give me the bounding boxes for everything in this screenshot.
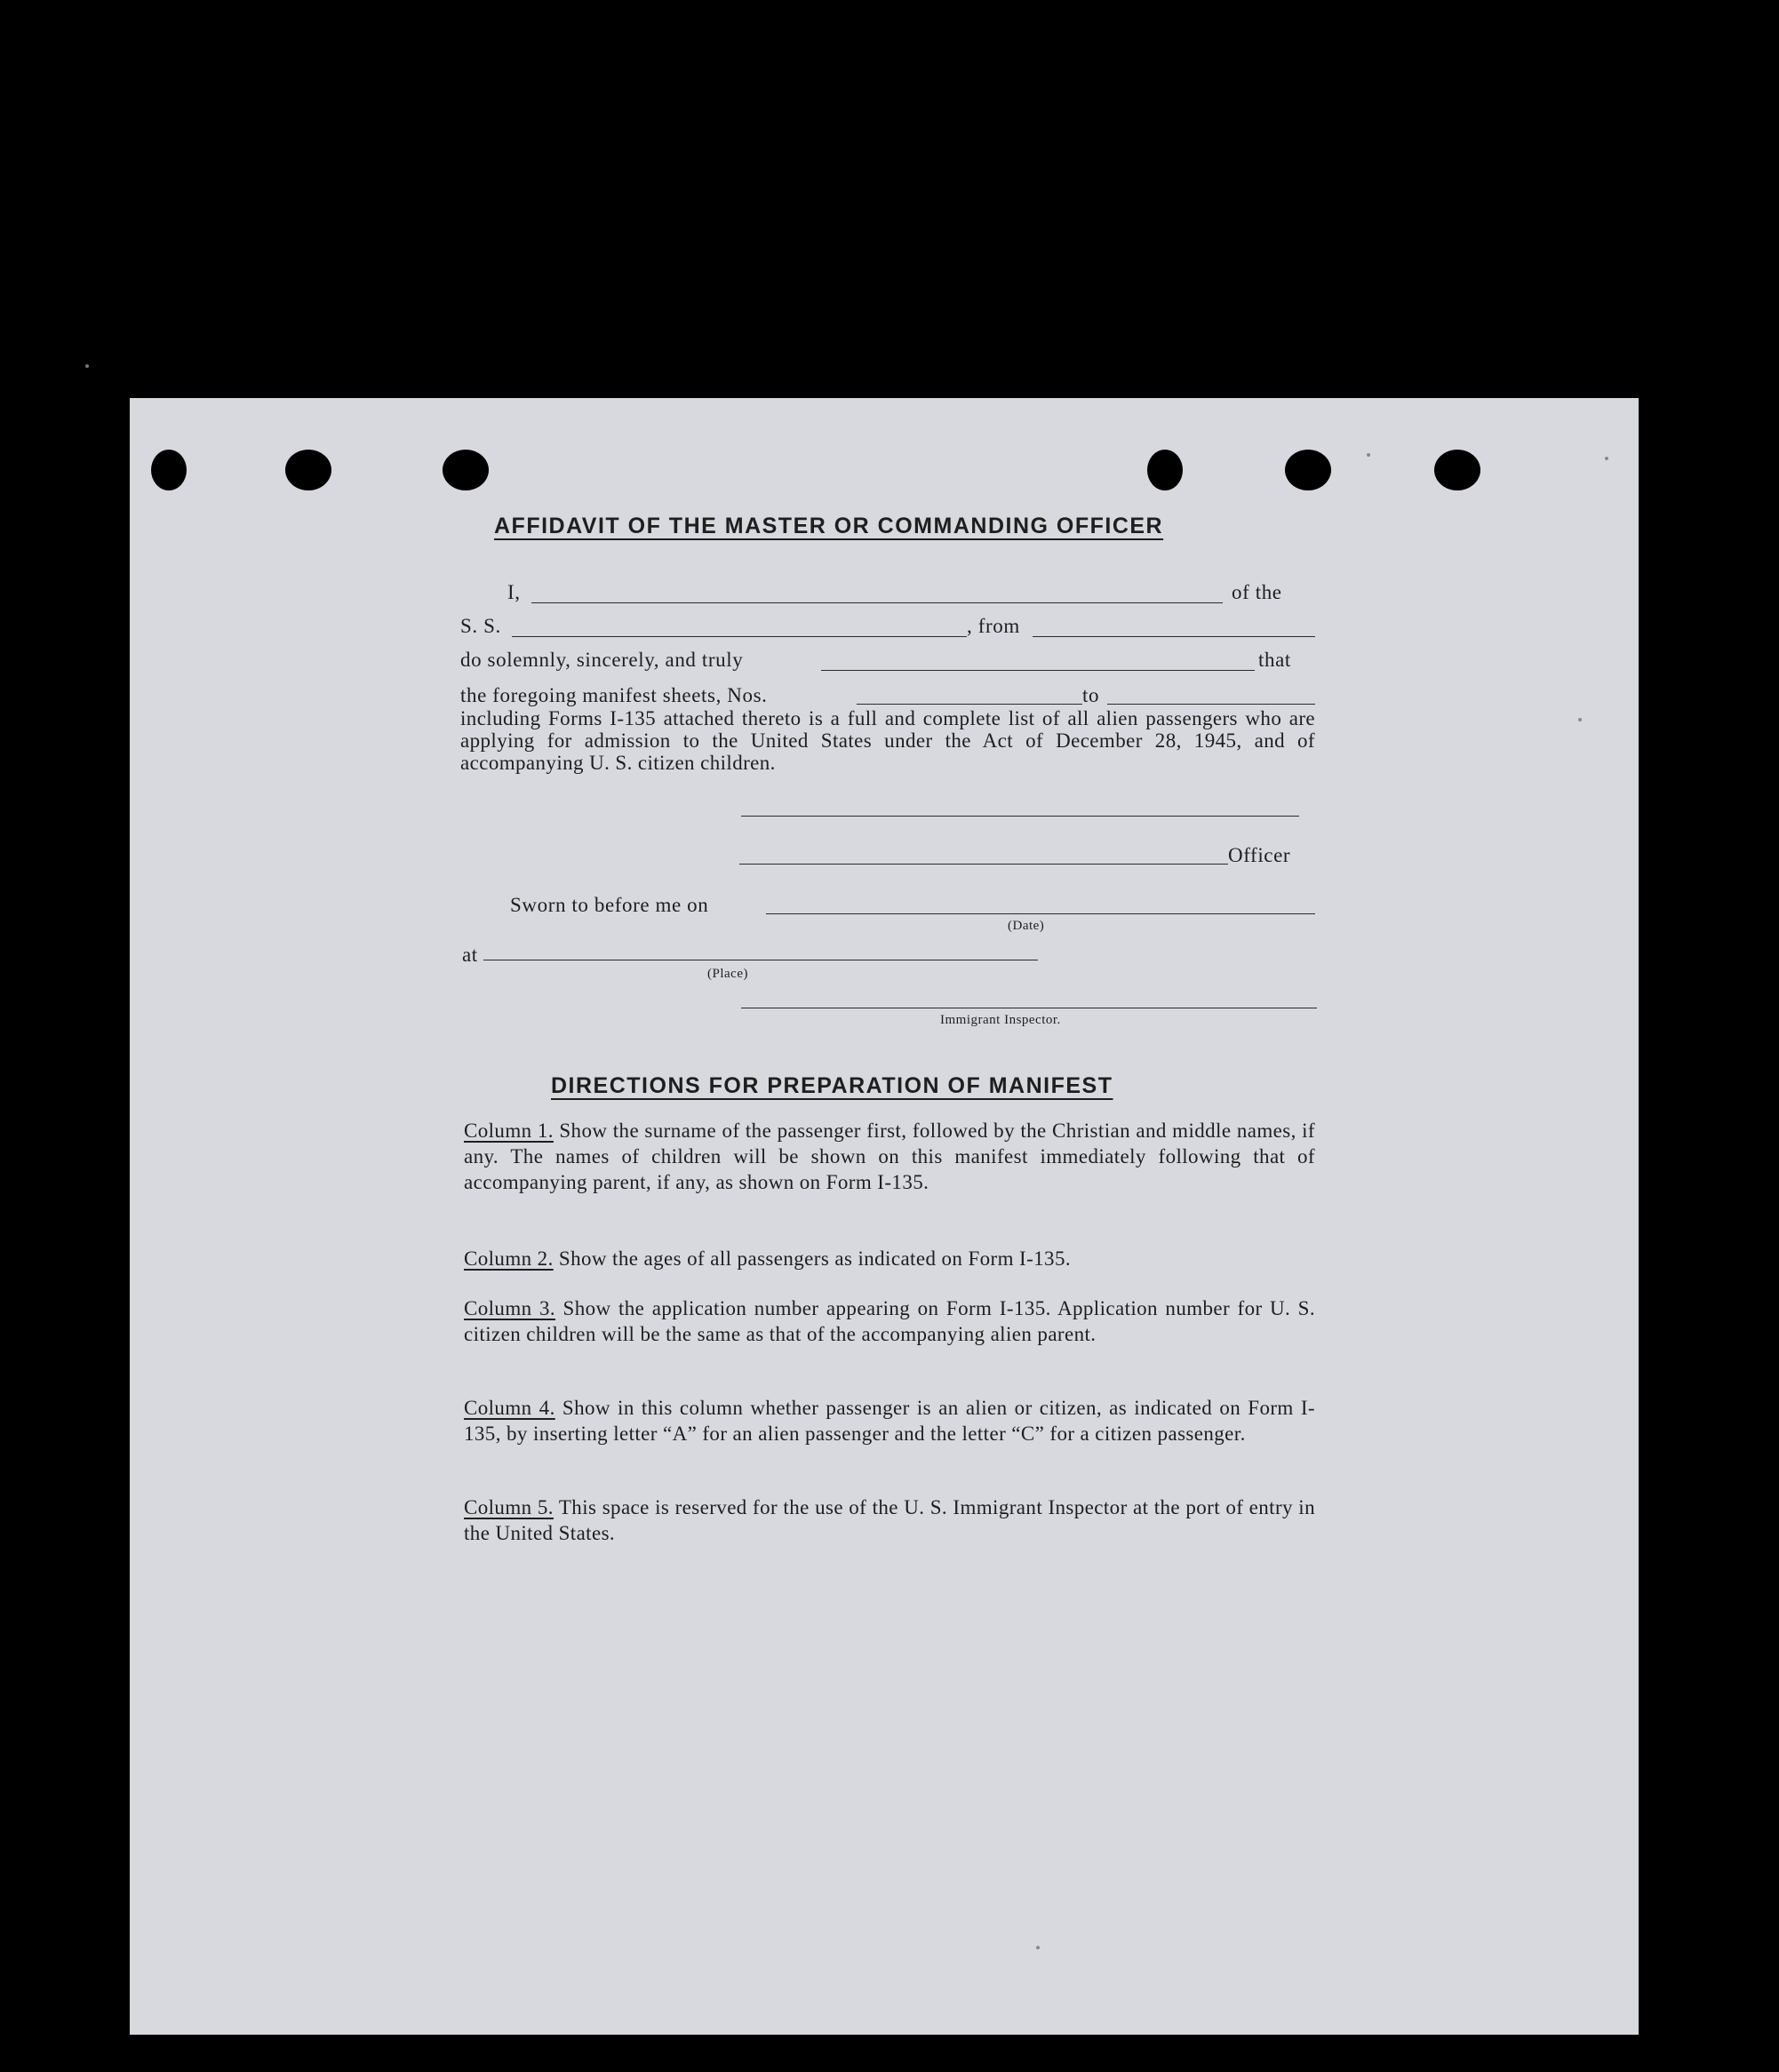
column-3-text: Show the application number appearing on Form I-135. Application number for U. S. citizen children will be the same as that of the accompanying alien parent.: [464, 1297, 1315, 1345]
affidavit-line3-prefix: do solemnly, sincerely, and truly: [460, 649, 744, 671]
column-4-text: Show in this column whether passenger is an alien or citizen, as indicated on Form I-135, by inserting letter “A” for an alien passenger and the letter “C” for a citizen passenger.: [464, 1397, 1315, 1445]
punch-hole: [1147, 450, 1183, 490]
inspector-caption: Immigrant Inspector.: [940, 1013, 1061, 1027]
affidavit-line2-mid: , from: [967, 615, 1020, 637]
place-caption: (Place): [707, 967, 748, 981]
sheet-from-field[interactable]: [857, 704, 1082, 705]
officer-title-line[interactable]: [739, 864, 1228, 865]
direction-column-3: [464, 1295, 1315, 1347]
column-1-label: Column 1.: [464, 1120, 554, 1142]
affidavit-line3-suffix: that: [1258, 649, 1291, 671]
scan-speck: [1605, 457, 1608, 460]
scan-speck: [1036, 1946, 1040, 1949]
punch-hole: [1434, 450, 1480, 490]
punch-hole: [1285, 450, 1331, 490]
directions-title: DIRECTIONS FOR PREPARATION OF MANIFEST: [551, 1073, 1113, 1098]
sworn-date-field[interactable]: [766, 913, 1315, 914]
column-3-label: Column 3.: [464, 1297, 556, 1319]
affidavit-line4-prefix: the foregoing manifest sheets, Nos.: [460, 684, 768, 706]
affidavit-line1-prefix: I,: [507, 581, 521, 603]
departure-port-field[interactable]: [1033, 636, 1315, 637]
affidavit-body: including Forms I-135 attached thereto is a full and complete list of all alien passengers who are applying for admission to the United States under the Act of December 28, 1945, and of accompanying U. S. citizen children.: [460, 707, 1315, 774]
sworn-label: Sworn to before me on: [510, 894, 709, 916]
affidavit-line1-suffix: of the: [1232, 581, 1282, 603]
column-5-text: This space is reserved for the use of the U. S. Immigrant Inspector at the port of entry in the United States.: [464, 1496, 1315, 1544]
column-4-label: Column 4.: [464, 1397, 555, 1419]
direction-column-4: [464, 1395, 1315, 1446]
date-caption: (Date): [1008, 919, 1045, 933]
punch-hole: [151, 450, 187, 490]
ship-name-field[interactable]: [512, 636, 967, 637]
scan-speck: [1367, 453, 1370, 457]
oath-field[interactable]: [821, 670, 1255, 671]
direction-column-1: [464, 1118, 1315, 1195]
officer-signature-line[interactable]: [741, 816, 1299, 817]
punch-hole: [443, 450, 489, 490]
direction-column-2: [464, 1246, 1315, 1271]
sheet-to-field[interactable]: [1107, 704, 1315, 705]
affidavit-line2-prefix: S. S.: [460, 615, 501, 637]
at-label: at: [462, 944, 478, 966]
officer-label: Officer: [1228, 844, 1291, 866]
direction-column-5: [464, 1494, 1315, 1546]
column-5-label: Column 5.: [464, 1496, 554, 1518]
scan-speck: [1578, 718, 1582, 721]
affidavit-line4-mid: to: [1082, 684, 1100, 706]
form-page: [130, 398, 1639, 2035]
column-2-label: Column 2.: [464, 1247, 554, 1270]
affidavit-title: AFFIDAVIT OF THE MASTER OR COMMANDING OFFICER: [494, 514, 1164, 538]
column-2-text: Show the ages of all passengers as indicated on Form I-135.: [558, 1247, 1072, 1270]
master-name-field[interactable]: [531, 602, 1223, 603]
punch-hole: [285, 450, 331, 490]
scan-speck: [85, 364, 89, 368]
column-1-text: Show the surname of the passenger first, followed by the Christian and middle names, if any. The names of children will be shown on this manifest immediately following that of accompanying parent, if any, as shown on Form I-135.: [464, 1120, 1315, 1193]
